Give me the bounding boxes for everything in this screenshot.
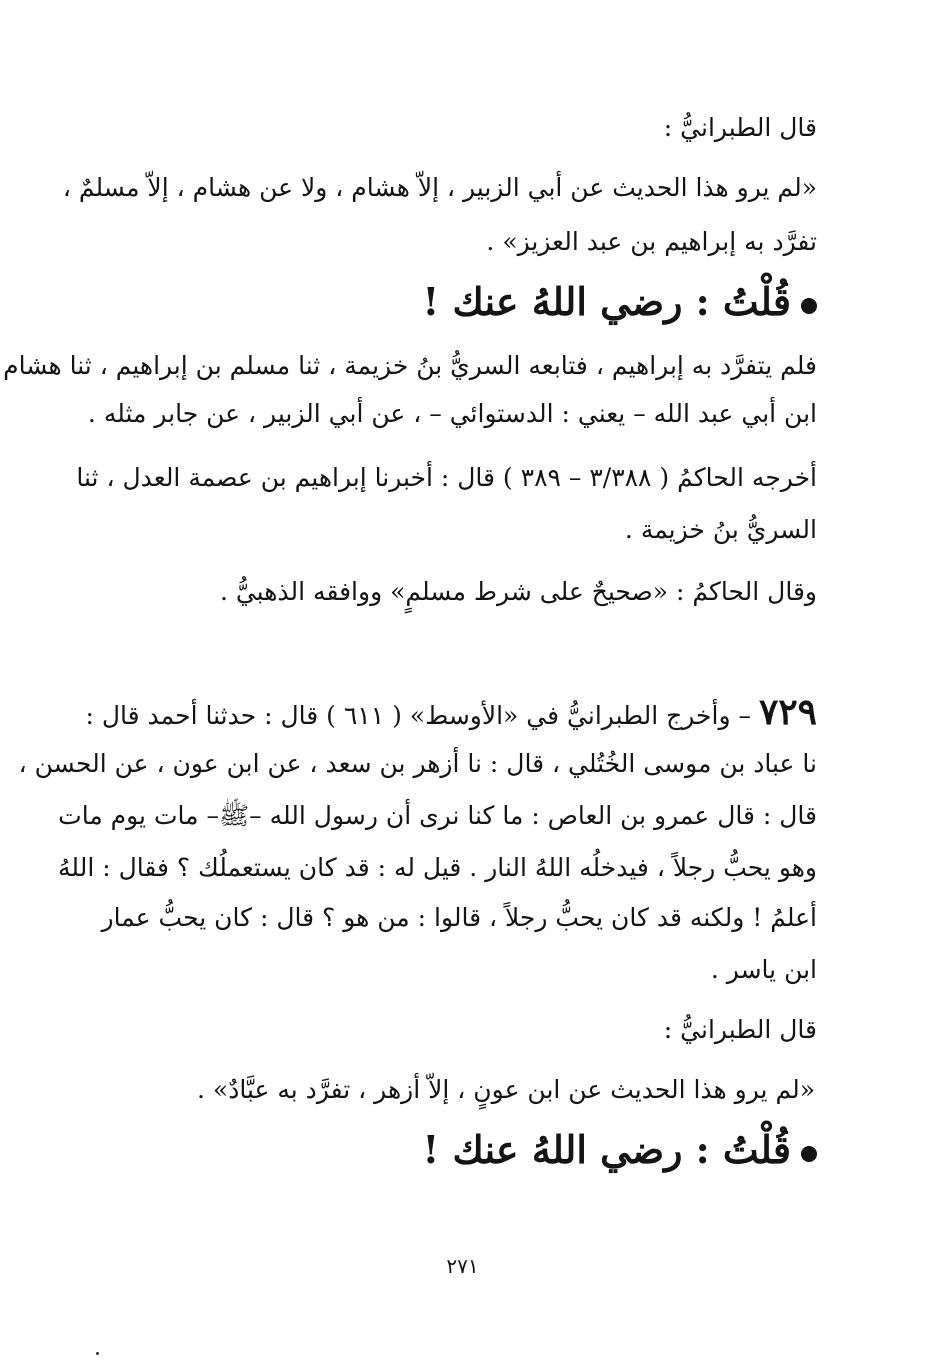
bullet-icon [801,1146,817,1162]
section-heading [102,276,817,328]
text-line: ابن أبي عبد الله – يعني : الدستوائي – ، عن أبي الزبير ، عن جابر مثله . [87,399,817,428]
text-line: قال الطبرانيُّ : [663,1015,817,1044]
text-line: أعلمُ ! ولكنه قد كان يحبُّ رجلاً ، قالوا : من هو ؟ قال : كان يحبُّ عمار [101,903,817,932]
page-number: ٢٧١ [446,1254,479,1278]
scan-speck [96,1352,99,1355]
text-line: قال الطبرانيُّ : [663,113,817,142]
text-line: «لم يرو هذا الحديث عن أبي الزبير ، إلاّ هشام ، ولا عن هشام ، إلاّ مسلمٌ ، [62,173,817,202]
bullet-icon [801,298,817,314]
text-line: فلم يتفرَّد به إبراهيم ، فتابعه السريُّ بنُ خزيمة ، ثنا مسلم بن إبراهيم ، ثنا هشام [3,351,817,380]
heading-text: قُلْتُ : رضي اللهُ عنك ! [422,279,791,324]
text-line: «لم يرو هذا الحديث عن ابن عونٍ ، إلاّ أزهر ، تفرَّد به عبَّادٌ» . [197,1075,815,1104]
text-line: نا عباد بن موسى الخُتُلي ، قال : نا أزهر بن سعد ، عن ابن عون ، عن الحسن ، [18,749,817,778]
hadith-number: ٧٢٩ [758,691,817,733]
section-heading [102,1124,817,1176]
hadith-start-line [85,691,817,733]
text-line: ابن ياسر . [710,955,817,984]
text-line: أخرجه الحاكمُ ( ٣/٣٨٨ – ٣٨٩ ) قال : أخبرنا إبراهيم بن عصمة العدل ، ثنا [76,463,817,492]
heading-text: قُلْتُ : رضي اللهُ عنك ! [422,1127,791,1172]
text-line: تفرَّد به إبراهيم بن عبد العزيز» . [486,227,817,256]
text-line: السريُّ بنُ خزيمة . [624,515,817,544]
text-line: قال : قال عمرو بن العاص : ما كنا نرى أن رسول الله –ﷺ– مات يوم مات [58,801,817,830]
text-line: وقال الحاكمُ : «صحيحٌ على شرط مسلمٍ» ووافقه الذهبيُّ . [219,577,817,606]
text-line: وهو يحبُّ رجلاً ، فيدخلُه اللهُ النار . قيل له : قد كان يستعملُك ؟ فقال : اللهُ [58,853,817,882]
hadith-text: – وأخرج الطبرانيُّ في «الأوسط» ( ٦١١ ) قال : حدثنا أحمد قال : [85,701,751,730]
